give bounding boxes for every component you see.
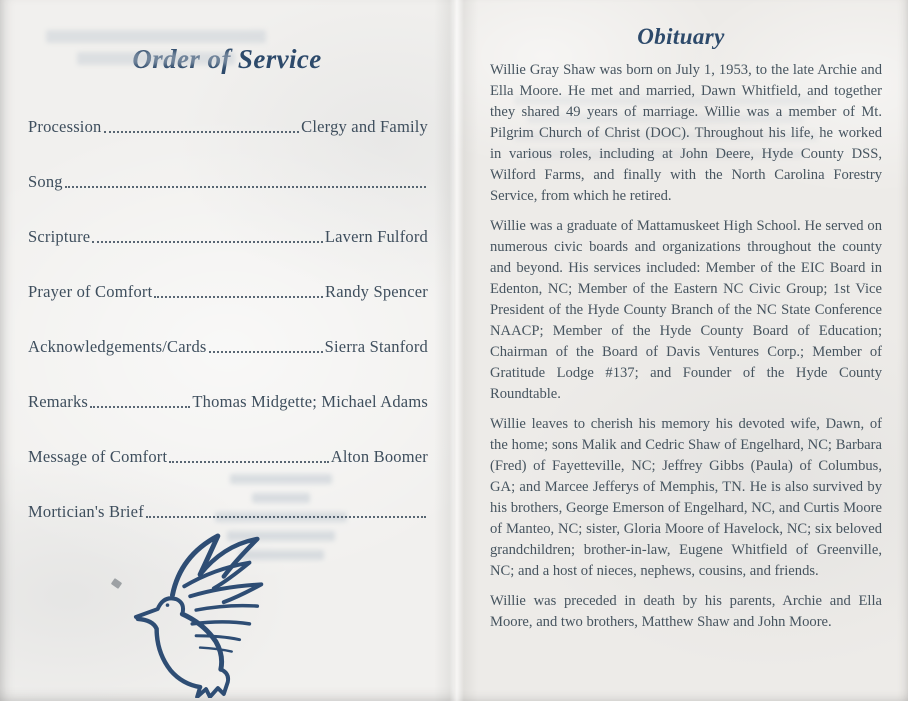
dotted-leader — [65, 186, 426, 188]
order-item-message-of-comfort — [28, 441, 428, 467]
order-of-service-title: Order of Service — [132, 44, 322, 74]
order-item-value: Clergy and Family — [301, 117, 428, 136]
order-item-label: Remarks — [28, 392, 89, 411]
obituary-paragraph: Willie was a graduate of Mattamuskeet High School. He served on numerous civic boards and organizations throughout the county and beyond. His services included: Member of the EIC Board in Edenton, NC; Member of the Eastern NC Civic Group; 1st Vice President of the Hyde County Branch of the NC State Conference NAACP; Member of the Hyde County Board of Education; Chairman of the Board of Davis Ventures Corp.; Member of Gratitude Lodge #137; and Founder of the Hyde County Roundtable. — [490, 218, 882, 402]
obituary-body — [490, 60, 882, 633]
obituary-paragraph: Willie Gray Shaw was born on July 1, 1953, to the late Archie and Ella Moore. He met and married, Dawn Whitfield, and together they shared 49 years of marriage. Willie was a member of Mt. Pilgrim Church of Christ (DOC). Throughout his life, he worked in various roles, including at John Deere, Hyde County DSS, Wilford Farms, and finally with the North Carolina Forestry Service, from which he retired. — [490, 62, 882, 204]
dotted-leader — [92, 241, 323, 243]
dotted-leader — [90, 406, 190, 408]
order-item-scripture — [28, 221, 428, 247]
order-item-label: Mortician's Brief — [28, 502, 144, 521]
order-item-label: Song — [28, 172, 63, 191]
dotted-leader — [169, 461, 328, 463]
order-item-value: Alton Boomer — [330, 447, 428, 466]
obituary-paragraph: Willie was preceded in death by his parents, Archie and Ella Moore, and two brothers, Matthew Shaw and John Moore. — [490, 593, 882, 630]
order-item-procession — [28, 111, 428, 137]
obituary-title: Obituary — [637, 24, 725, 49]
order-item-label: Message of Comfort — [28, 447, 168, 466]
dotted-leader — [154, 296, 323, 298]
dotted-leader — [209, 351, 323, 353]
order-item-value: Thomas Midgette; Michael Adams — [192, 392, 428, 411]
order-item-label: Scripture — [28, 227, 91, 246]
order-item-morticians-brief — [28, 496, 428, 522]
order-item-label: Acknowledgements/Cards — [28, 337, 207, 356]
dotted-leader — [104, 131, 300, 133]
order-item-value: Sierra Stanford — [324, 337, 428, 356]
dotted-leader — [146, 516, 426, 518]
obituary-page — [454, 0, 908, 701]
order-item-value: Lavern Fulford — [324, 227, 428, 246]
order-of-service-list — [28, 111, 428, 522]
obituary-paragraph: Willie leaves to cherish his memory his devoted wife, Dawn, of the home; sons Malik and Cedric Shaw of Engelhard, NC; Barbara (Fred) of Fayetteville, NC; Jeffrey Gibbs (Paula) of Columbus, GA; and Marcee Jefferys of Memphis, TN. He is also survived by his brothers, George Emerson of Engelhard, NC, and Curtis Moore of Manteo, NC; sister, Gloria Moore of Havelock, NC; six beloved grandchildren; brother-in-law, Eugene Whitfield of Greenville, NC; and a host of nieces, nephews, cousins, and friends. — [490, 416, 882, 579]
order-item-song — [28, 166, 428, 192]
order-item-prayer-of-comfort — [28, 276, 428, 302]
order-item-label: Prayer of Comfort — [28, 282, 153, 301]
dove-icon — [128, 530, 286, 698]
scan-speck — [111, 578, 122, 589]
order-item-value: Randy Spencer — [325, 282, 428, 301]
order-item-acknowledgements — [28, 331, 428, 357]
order-item-label: Procession — [28, 117, 102, 136]
order-item-remarks — [28, 386, 428, 412]
